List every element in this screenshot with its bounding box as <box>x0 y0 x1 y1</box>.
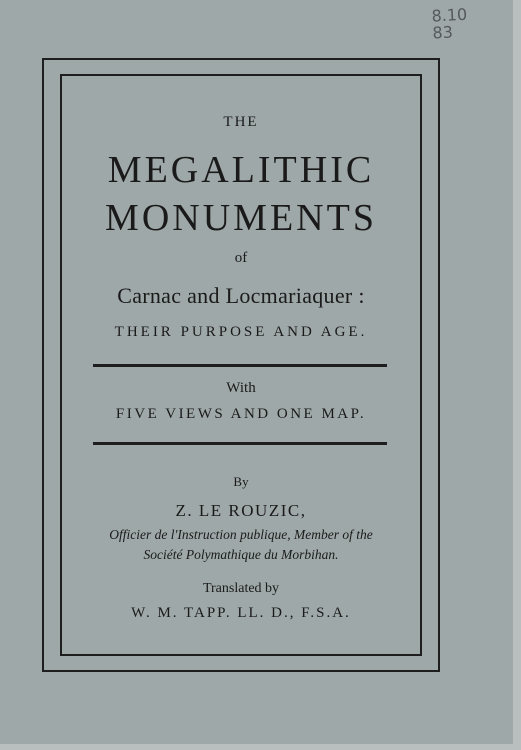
author-affiliation-line-1: Officier de l'Instruction publique, Member of the <box>109 527 373 542</box>
title-article: THE <box>223 114 259 130</box>
pencil-note-line2: 83 <box>431 22 454 43</box>
illustrations-note: FIVE VIEWS AND ONE MAP. <box>115 406 367 422</box>
author-affiliation-line-2: Société Polymathique du Morbihan. <box>143 547 339 562</box>
divider-rule <box>93 364 387 367</box>
subtitle-purpose: THEIR PURPOSE AND AGE. <box>114 324 368 340</box>
pencil-annotation <box>431 4 493 41</box>
title-line-2: MONUMENTS <box>105 197 377 239</box>
title-of: of <box>234 250 248 266</box>
pencil-note-line1: 8.10 <box>431 4 468 26</box>
with-label: With <box>226 380 256 396</box>
divider-rule <box>93 442 387 445</box>
title-line-1: MEGALITHIC <box>107 149 375 191</box>
subtitle: Carnac and Locmariaquer : <box>117 283 365 308</box>
translator-name: W. M. TAPP. LL. D., F.S.A. <box>131 605 351 621</box>
page-edge-bottom <box>0 744 521 750</box>
page-edge <box>513 0 521 750</box>
author-name: Z. LE ROUZIC, <box>175 501 307 520</box>
by-label: By <box>233 474 249 489</box>
translated-by-label: Translated by <box>202 581 280 596</box>
